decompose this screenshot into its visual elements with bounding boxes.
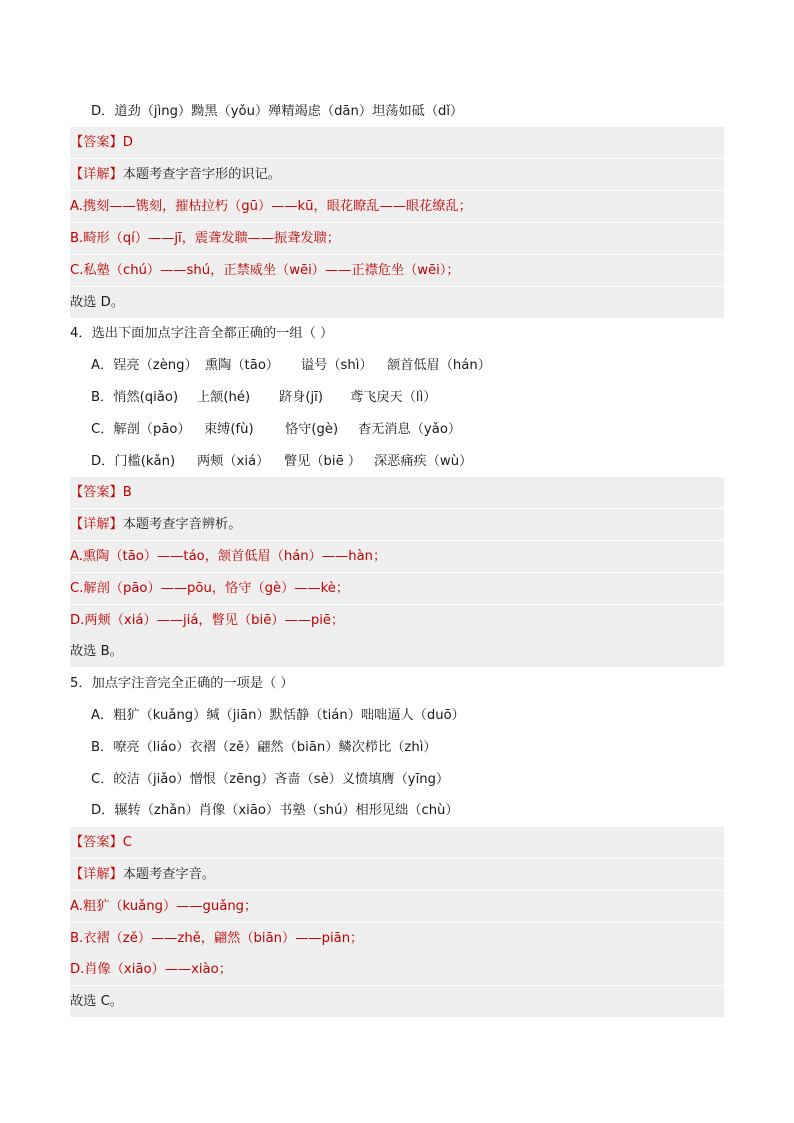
q4-detail-line-a: A.熏陶（tāo）——táo，颔首低眉（hán）——hàn；: [70, 541, 724, 572]
q4-answer: [70, 477, 724, 508]
answer-tag: 【答案】: [70, 835, 123, 850]
q4-conclusion: 故选 B。: [70, 636, 724, 667]
detail-text: 本题考查字音辨析。: [122, 517, 242, 532]
q4-option-a: [70, 350, 724, 381]
detail-tag: 【详解】: [70, 517, 123, 532]
q3-detail-line-a: A.携刻——镌刻，摧枯拉朽（gū）——kū，眼花瞭乱——眼花缭乱；: [70, 191, 724, 222]
q5-answer: [70, 827, 724, 858]
q4-d-item-2: 两颊（xiá）: [197, 454, 270, 469]
q5-conclusion: 故选 C。: [70, 986, 724, 1017]
q5-stem: 5．加点字注音完全正确的一项是（ ）: [70, 676, 294, 691]
q4-d-item-4: 深恶痛疾（wù）: [374, 454, 473, 469]
q4-a-item-4: 颔首低眉（hán）: [387, 358, 491, 373]
q4-option-c: [70, 414, 724, 445]
q5-option-b: B．嘹亮（liáo）衣褶（zě）翩然（biān）鳞次栉比（zhì）: [91, 740, 437, 755]
answer-value: D: [122, 135, 133, 150]
q3-detail-line-c: C.私塾（chú）——shú，正禁威坐（wēi）——正襟危坐（wēi）；: [70, 255, 724, 286]
q3-option-d: D．道劲（jìng）黝黑（yǒu）殚精竭虑（dān）坦荡如砥（dǐ）: [91, 104, 464, 119]
q5-detail-line-d: D.肖像（xiāo）——xiào；: [70, 954, 724, 985]
q4-b-item-3: 跻身(jī): [279, 390, 323, 405]
answer-tag: 【答案】: [70, 135, 123, 150]
detail-text: 本题考查字音字形的识记。: [122, 167, 281, 182]
q4-c-item-3: 恪守(gè): [285, 422, 339, 437]
q5-detail: [70, 859, 724, 890]
q4-a-item-2: 熏陶（tāo）: [205, 358, 280, 373]
answer-value: C: [122, 835, 132, 850]
q4-a-item-1: A．锃亮（zèng）: [91, 358, 198, 373]
q4-d-item-3: 瞥见（biē ）: [284, 454, 362, 469]
q4-d-item-1: D．门槛(kǎn): [91, 454, 176, 469]
answer-tag: 【答案】: [70, 485, 123, 500]
detail-tag: 【详解】: [70, 867, 123, 882]
q5-detail-line-a: A.粗犷（kuǎng）——guǎng；: [70, 891, 724, 922]
answer-value: B: [122, 485, 132, 500]
q4-b-item-4: 鸢飞戾天（lì）: [350, 390, 437, 405]
q3-answer: [70, 127, 724, 158]
q4-detail-line-c: C.解剖（pāo）——pōu，恪守（gè）——kè；: [70, 573, 724, 604]
q3-detail: [70, 159, 724, 190]
q4-c-item-4: 杳无消息（yǎo）: [358, 422, 462, 437]
detail-tag: 【详解】: [70, 167, 123, 182]
q4-option-b: [70, 382, 724, 413]
q4-c-item-2: 束缚(fù): [204, 422, 254, 437]
q5-option-a: A．粗犷（kuǎng）缄（jiān）默恬静（tián）咄咄逼人（duō）: [91, 708, 465, 723]
q4-a-item-3: 谥号（shì）: [301, 358, 373, 373]
q4-detail: [70, 509, 724, 540]
q4-c-item-1: C．解剖（pāo）: [91, 422, 191, 437]
q4-detail-line-d: D.两颊（xiá）——jiá，瞥见（biē）——piē；: [70, 605, 724, 636]
q5-option-c: C．皎洁（jiǎo）憎恨（zēng）吝啬（sè）义愤填膺（yīng）: [91, 772, 450, 787]
q4-stem: 4．选出下面加点字注音全都正确的一组（ ）: [70, 326, 334, 341]
q5-option-d: D．辗转（zhǎn）肖像（xiāo）书塾（shú）相形见绌（chù）: [91, 803, 459, 818]
q4-option-d: [70, 446, 724, 477]
q4-b-item-1: B．悄然(qiǎo): [91, 390, 179, 405]
q5-detail-line-b: B.衣褶（zě）——zhě，翩然（biān）——piān；: [70, 923, 724, 954]
q3-conclusion: 故选 D。: [70, 287, 724, 318]
q4-b-item-2: 上颔(hé): [197, 390, 251, 405]
detail-text: 本题考查字音。: [122, 867, 216, 882]
q3-detail-line-b: B.畸形（qí）——jī，震聋发聩——振聋发聩；: [70, 223, 724, 254]
